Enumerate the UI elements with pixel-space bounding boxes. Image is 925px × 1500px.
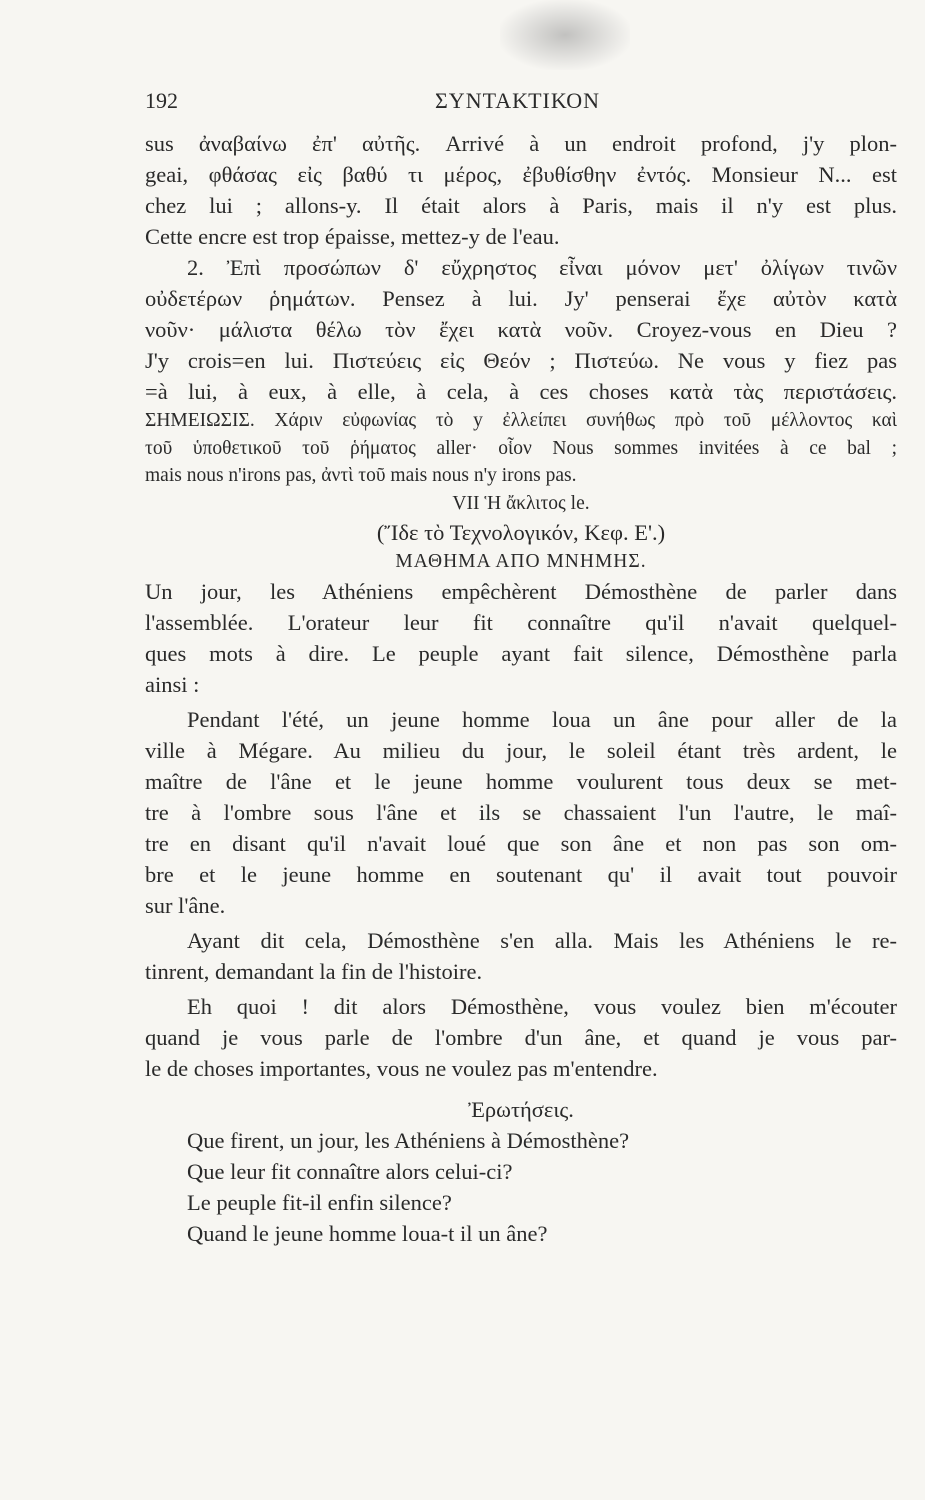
text-line: J'y crois=en lui. Πιστεύεις εἰς Θεόν ; Πιστεύω. Ne vous y fiez pas xyxy=(145,348,897,373)
paragraph-examples xyxy=(145,128,897,252)
note-line: τοῦ ὑποθετικοῦ τοῦ ῥήματος aller· οἷον Nous sommes invitées à ce bal ; xyxy=(145,437,897,459)
text-line: ques mots à dire. Le peuple ayant fait silence, Démosthène parla xyxy=(145,640,897,666)
question-item: Le peuple fit-il enfin silence? xyxy=(187,1189,452,1215)
paragraph-rule-2 xyxy=(145,252,897,407)
text-line: Pendant l'été, un jeune homme loua un âne pour aller de la xyxy=(187,706,897,732)
text-line: tre à l'ombre sous l'âne et ils se chassaient l'un l'autre, le maî- xyxy=(145,799,897,825)
text-line: νοῦν· μάλιστα θέλω τὸν ἔχει κατὰ νοῦν. Croyez-vous en Dieu ? xyxy=(145,317,897,342)
book-page xyxy=(145,88,897,1249)
text-line: ville à Mégare. Au milieu du jour, le soleil étant très ardent, le xyxy=(145,737,897,763)
story-paragraph-2 xyxy=(145,704,897,921)
story-paragraph-1 xyxy=(145,576,897,700)
text-line: l'assemblée. L'orateur leur fit connaître qu'il n'avait quelquel- xyxy=(145,609,897,635)
note-block xyxy=(145,407,897,490)
text-line: ainsi : xyxy=(145,671,200,697)
text-line: 2. Ἐπὶ προσώπων δ' εὔχρηστος εἶναι μόνον μετ' ὀλίγων τινῶν xyxy=(187,255,897,280)
text-line: sur l'âne. xyxy=(145,892,226,918)
reference-line: (Ἴδε τὸ Τεχνολογικόν, Κεφ. Ε'.) xyxy=(376,520,666,545)
page-title: ΣΥΝΤΑΚΤΙΚΟΝ xyxy=(435,88,600,113)
text-line: Ayant dit cela, Démosthène s'en alla. Mais les Athéniens le re- xyxy=(187,927,897,953)
question-item: Que firent, un jour, les Athéniens à Démosthène? xyxy=(187,1127,630,1153)
lesson-title: ΜΑΘΗΜΑ ΑΠΟ ΜΝΗΜΗΣ. xyxy=(395,551,647,572)
text-line: sus ἀναβαίνω ἐπ' αὐτῆς. Arrivé à un endroit profond, j'y plon- xyxy=(145,131,897,156)
text-line: Cette encre est trop épaisse, mettez-y de l'eau. xyxy=(145,224,560,249)
text-line: tinrent, demandant la fin de l'histoire. xyxy=(145,958,483,984)
text-line: Eh quoi ! dit alors Démosthène, vous voulez bien m'écouter xyxy=(187,993,897,1019)
text-line: =à lui, à eux, à elle, à cela, à ces choses κατὰ τὰς περιστάσεις. xyxy=(145,379,897,404)
story-paragraph-3 xyxy=(145,925,897,987)
note-line: ΣΗΜΕΙΩΣΙΣ. Χάριν εὐφωνίας τὸ y ἐλλείπει συνήθως πρὸ τοῦ μέλλοντος καὶ xyxy=(145,410,897,431)
questions-heading: Ἐρωτήσεις. xyxy=(468,1096,574,1122)
text-line: maître de l'âne et le jeune homme voulurent tous deux se met- xyxy=(145,768,897,794)
text-line: le de choses importantes, vous ne voulez pas m'entendre. xyxy=(145,1055,658,1081)
story-paragraph-4 xyxy=(145,991,897,1084)
text-line: οὐδετέρων ῥημάτων. Pensez à lui. Jy' penserai ἔχε αὐτὸν κατὰ xyxy=(145,286,897,311)
questions-list xyxy=(145,1125,897,1249)
note-line: mais nous n'irons pas, ἀντὶ τοῦ mais nous n'y irons pas. xyxy=(145,465,577,486)
ink-smudge xyxy=(500,0,630,70)
page-number: 192 xyxy=(145,88,178,113)
text-line: Un jour, les Athéniens empêchèrent Démosthène de parler dans xyxy=(145,578,897,604)
question-item: Que leur fit connaître alors celui-ci? xyxy=(187,1158,513,1184)
text-line: chez lui ; allons-y. Il était alors à Paris, mais il n'y est plus. xyxy=(145,193,897,218)
running-header xyxy=(145,88,897,128)
question-item: Quand le jeune homme loua-t il un âne? xyxy=(187,1220,548,1246)
text-line: quand je vous parle de l'ombre d'un âne, et quand je vous par- xyxy=(145,1024,897,1050)
section-vii-heading: VII Ἡ ἄκλιτος le. xyxy=(452,492,590,514)
text-line: geai, φθάσας εἰς βαθύ τι μέρος, ἐβυθίσθην ἐντός. Monsieur N... est xyxy=(145,162,897,187)
text-line: tre en disant qu'il n'avait loué que son âne et non pas son om- xyxy=(145,830,897,856)
text-line: bre et le jeune homme en soutenant qu' il avait tout pouvoir xyxy=(145,861,897,887)
